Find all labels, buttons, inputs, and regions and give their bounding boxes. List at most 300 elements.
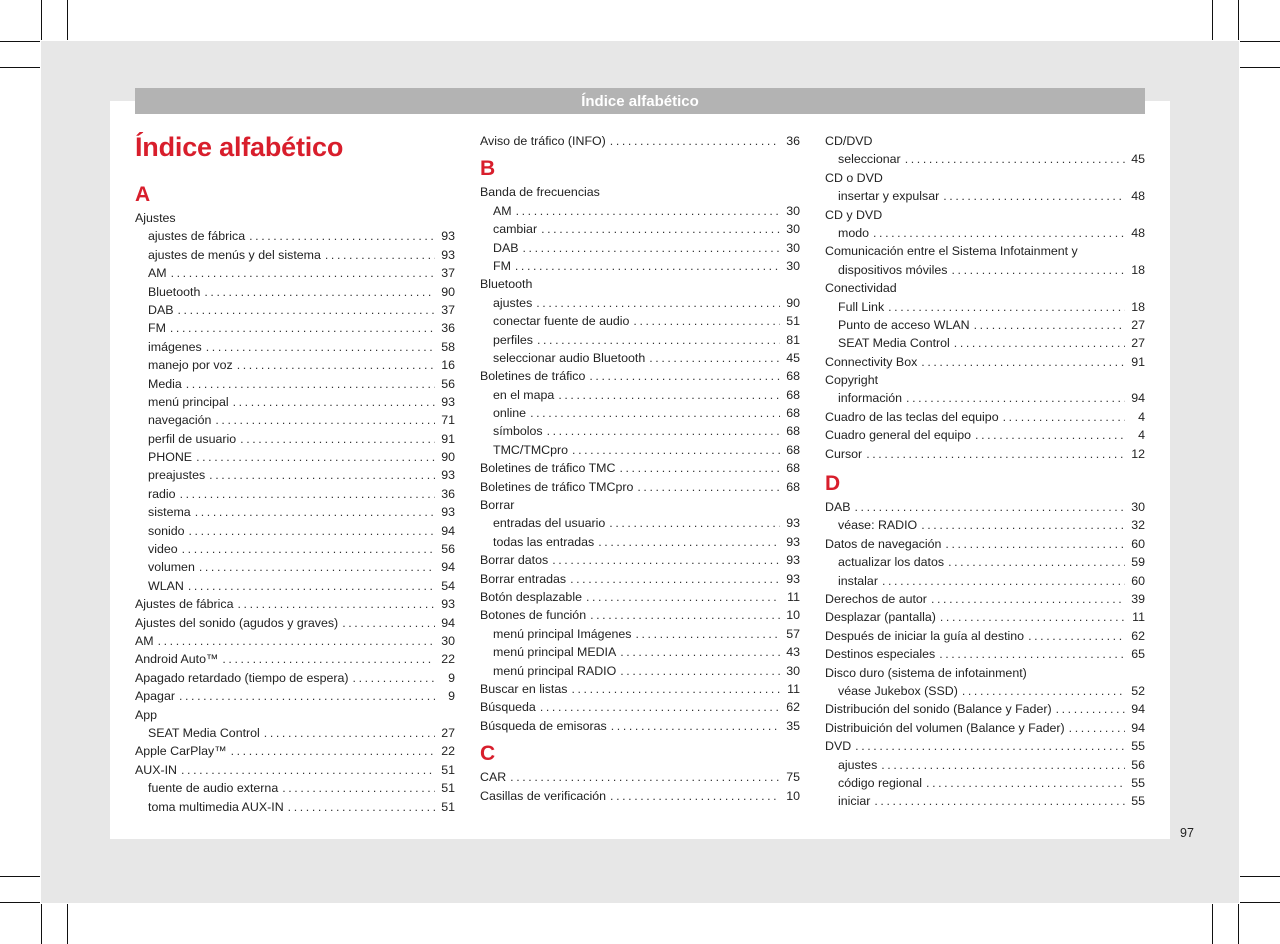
- page-ref: 93: [786, 516, 800, 531]
- dot-leader: [353, 669, 435, 687]
- page-ref: 43: [786, 645, 800, 660]
- dot-leader: [249, 227, 435, 245]
- dot-leader: [179, 687, 435, 705]
- dot-leader: [233, 393, 435, 411]
- index-subentry: [480, 257, 800, 275]
- page-ref: 45: [1131, 152, 1145, 167]
- index-subentry: [480, 202, 800, 220]
- index-term: Disco duro (sistema de infotainment): [825, 665, 1027, 680]
- index-term: SEAT Media Control: [838, 336, 950, 351]
- index-heading: [825, 169, 1145, 187]
- dot-leader: [530, 404, 780, 422]
- index-term: menú principal RADIO: [493, 663, 617, 678]
- index-subentry: [480, 294, 800, 312]
- dot-leader: [939, 645, 1125, 663]
- index-heading: [480, 496, 800, 514]
- index-subentry: [135, 338, 455, 356]
- index-entry: [480, 717, 800, 735]
- page-ref: 36: [441, 486, 455, 501]
- dot-leader: [288, 798, 435, 816]
- index-list: [825, 498, 1145, 811]
- index-subentry: [135, 375, 455, 393]
- dot-leader: [854, 498, 1125, 516]
- page-ref: 55: [1131, 739, 1145, 754]
- index-entry: [825, 627, 1145, 645]
- dot-leader: [547, 422, 780, 440]
- dot-leader: [1056, 700, 1125, 718]
- page-ref: 18: [1131, 262, 1145, 277]
- page-ref: 93: [786, 553, 800, 568]
- index-heading: [825, 242, 1145, 260]
- index-term: véase: RADIO: [838, 518, 918, 533]
- index-subentry: [825, 187, 1145, 205]
- index-list: [480, 132, 800, 150]
- index-heading: [825, 371, 1145, 389]
- index-heading: [825, 279, 1145, 297]
- dot-leader: [516, 202, 780, 220]
- index-heading: [135, 706, 455, 724]
- index-entry: [825, 737, 1145, 755]
- page-ref: 27: [441, 725, 455, 740]
- index-term: perfiles: [493, 332, 533, 347]
- index-term: véase Jukebox (SSD): [838, 683, 958, 698]
- dot-leader: [609, 514, 780, 532]
- dot-leader: [537, 331, 780, 349]
- dot-leader: [325, 246, 435, 264]
- index-entry: [825, 535, 1145, 553]
- dot-leader: [635, 625, 780, 643]
- index-heading: [480, 183, 800, 201]
- index-term: AM: [135, 633, 154, 648]
- index-term: dispositivos móviles: [838, 262, 948, 277]
- index-subentry: [825, 298, 1145, 316]
- page-ref: 27: [1131, 317, 1145, 332]
- dot-leader: [598, 533, 780, 551]
- index-term: ajustes de menús y del sistema: [148, 247, 321, 262]
- page-ref: 93: [441, 505, 455, 520]
- index-subentry: [825, 572, 1145, 590]
- index-subentry: [825, 756, 1145, 774]
- dot-leader: [921, 353, 1125, 371]
- dot-leader: [974, 316, 1125, 334]
- index-subentry: [480, 239, 800, 257]
- page-ref: 51: [441, 799, 455, 814]
- page-ref: 93: [441, 468, 455, 483]
- index-term: Connectivity Box: [825, 354, 918, 369]
- dot-leader: [873, 224, 1125, 242]
- index-term: seleccionar audio Bluetooth: [493, 350, 646, 365]
- index-entry: [135, 687, 455, 705]
- dot-leader: [586, 588, 780, 606]
- index-term: código regional: [838, 775, 923, 790]
- page-ref: 36: [441, 321, 455, 336]
- index-subentry: [135, 522, 455, 540]
- index-term: Después de iniciar la guía al destino: [825, 628, 1025, 643]
- index-term: Comunicación entre el Sistema Infotainment y: [825, 244, 1078, 259]
- index-term: AM: [493, 203, 512, 218]
- index-entry: [480, 367, 800, 385]
- index-subentry: [135, 283, 455, 301]
- page-ref: 59: [1131, 555, 1145, 570]
- index-term: sistema: [148, 505, 191, 520]
- index-subentry: [135, 411, 455, 429]
- page-ref: 91: [441, 431, 455, 446]
- index-entry: [135, 742, 455, 760]
- index-term: radio: [148, 486, 176, 501]
- index-subentry: [825, 150, 1145, 168]
- dot-leader: [882, 572, 1125, 590]
- page-ref: 35: [786, 718, 800, 733]
- index-term: Bluetooth: [480, 277, 533, 292]
- index-term: cambiar: [493, 222, 538, 237]
- index-heading: [825, 664, 1145, 682]
- index-term: PHONE: [148, 450, 193, 465]
- dot-leader: [195, 503, 435, 521]
- page-ref: 30: [1131, 500, 1145, 515]
- index-term: Apple CarPlay™: [135, 744, 227, 759]
- page-ref: 22: [441, 652, 455, 667]
- dot-leader: [238, 595, 436, 613]
- index-term: perfil de usuario: [148, 431, 237, 446]
- page-ref: 4: [1138, 409, 1145, 424]
- crop-mark: [1212, 904, 1213, 944]
- index-entry: [135, 650, 455, 668]
- crop-mark: [1240, 902, 1280, 903]
- index-entry: [480, 459, 800, 477]
- page-ref: 27: [1131, 336, 1145, 351]
- dot-leader: [943, 187, 1125, 205]
- index-term: DVD: [825, 739, 852, 754]
- dot-leader: [264, 724, 435, 742]
- index-subentry: [135, 448, 455, 466]
- dot-leader: [931, 590, 1125, 608]
- page-ref: 94: [441, 523, 455, 538]
- dot-leader: [541, 220, 780, 238]
- index-heading: [825, 132, 1145, 150]
- index-term: FM: [148, 321, 166, 336]
- page-number: 97: [1180, 826, 1194, 840]
- dot-leader: [536, 294, 780, 312]
- index-term: información: [838, 391, 903, 406]
- index-heading: [135, 209, 455, 227]
- index-entry: [480, 478, 800, 496]
- index-term: Desplazar (pantalla): [825, 610, 936, 625]
- index-term: en el mapa: [493, 387, 555, 402]
- index-term: WLAN: [148, 578, 184, 593]
- page-ref: 91: [1131, 354, 1145, 369]
- index-entry: [825, 353, 1145, 371]
- page-ref: 18: [1131, 299, 1145, 314]
- index-entry: [825, 445, 1145, 463]
- crop-mark: [0, 902, 40, 903]
- index-term: CAR: [480, 770, 507, 785]
- page-ref: 37: [441, 302, 455, 317]
- index-subentry: [825, 792, 1145, 810]
- index-subentry: [135, 301, 455, 319]
- index-term: Derechos de autor: [825, 591, 927, 606]
- index-term: instalar: [838, 573, 878, 588]
- crop-mark: [67, 0, 68, 40]
- index-term: Bluetooth: [148, 284, 201, 299]
- dot-leader: [522, 239, 780, 257]
- crop-mark: [41, 0, 42, 40]
- index-term: DAB: [493, 240, 519, 255]
- dot-leader: [1003, 408, 1125, 426]
- index-subentry: [135, 356, 455, 374]
- index-term: fuente de audio externa: [148, 781, 279, 796]
- index-entry: [135, 669, 455, 687]
- index-subentry: [480, 514, 800, 532]
- index-term: conectar fuente de audio: [493, 314, 630, 329]
- index-entry: [480, 606, 800, 624]
- index-term: Destinos especiales: [825, 647, 936, 662]
- index-subentry: [480, 533, 800, 551]
- page-ref: 9: [448, 689, 455, 704]
- index-entry: [825, 408, 1145, 426]
- index-subentry: [825, 334, 1145, 352]
- index-term: Buscar en listas: [480, 681, 568, 696]
- index-subentry: [825, 261, 1145, 279]
- index-column-2: [480, 132, 800, 805]
- page-ref: 56: [441, 376, 455, 391]
- page-ref: 93: [441, 247, 455, 262]
- dot-leader: [940, 608, 1125, 626]
- index-term: Borrar: [480, 498, 515, 513]
- dot-leader: [888, 298, 1125, 316]
- page-ref: 22: [441, 744, 455, 759]
- index-subentry: [825, 224, 1145, 242]
- page-ref: 68: [786, 369, 800, 384]
- page-ref: 37: [441, 266, 455, 281]
- page-ref: 68: [786, 442, 800, 457]
- page-ref: 30: [786, 203, 800, 218]
- index-term: Borrar entradas: [480, 571, 567, 586]
- page-ref: 68: [786, 461, 800, 476]
- index-subentry: [480, 625, 800, 643]
- index-entry: [135, 614, 455, 632]
- dot-leader: [342, 614, 435, 632]
- dot-leader: [975, 426, 1125, 444]
- page-ref: 93: [786, 571, 800, 586]
- page-ref: 68: [786, 406, 800, 421]
- dot-leader: [619, 459, 780, 477]
- index-term: menú principal Imágenes: [493, 626, 632, 641]
- index-term: ajustes de fábrica: [148, 229, 246, 244]
- dot-leader: [954, 334, 1125, 352]
- dot-leader: [540, 698, 780, 716]
- section-letter-d: D: [825, 472, 841, 496]
- index-term: AM: [148, 266, 167, 281]
- index-entry: [480, 787, 800, 805]
- index-term: símbolos: [493, 424, 543, 439]
- dot-leader: [515, 257, 780, 275]
- index-term: entradas del usuario: [493, 516, 606, 531]
- page-ref: 57: [786, 626, 800, 641]
- dot-leader: [572, 441, 780, 459]
- index-subentry: [825, 682, 1145, 700]
- page-ref: 90: [441, 450, 455, 465]
- dot-leader: [177, 301, 435, 319]
- index-term: Punto de acceso WLAN: [838, 317, 970, 332]
- index-list: [480, 768, 800, 805]
- index-entry: [825, 700, 1145, 718]
- dot-leader: [206, 338, 435, 356]
- page-ref: 45: [786, 350, 800, 365]
- index-subentry: [825, 553, 1145, 571]
- index-term: video: [148, 542, 178, 557]
- dot-leader: [610, 132, 780, 150]
- dot-leader: [570, 570, 780, 588]
- index-term: Apagado retardado (tiempo de espera): [135, 670, 349, 685]
- dot-leader: [962, 682, 1125, 700]
- dot-leader: [905, 150, 1125, 168]
- index-term: seleccionar: [838, 152, 901, 167]
- page-ref: 94: [441, 615, 455, 630]
- page-ref: 94: [1131, 702, 1145, 717]
- index-entry: [825, 590, 1145, 608]
- page-ref: 60: [1131, 573, 1145, 588]
- index-entry: [480, 680, 800, 698]
- page-ref: 65: [1131, 647, 1145, 662]
- index-column-3: [825, 132, 1145, 811]
- index-subentry: [135, 577, 455, 595]
- index-entry: [480, 588, 800, 606]
- index-subentry: [480, 331, 800, 349]
- dot-leader: [637, 478, 780, 496]
- dot-leader: [590, 606, 780, 624]
- index-term: ajustes: [493, 295, 533, 310]
- index-term: CD o DVD: [825, 170, 883, 185]
- dot-leader: [186, 375, 435, 393]
- index-term: Datos de navegación: [825, 536, 942, 551]
- page-ref: 54: [441, 578, 455, 593]
- index-term: Conectividad: [825, 281, 897, 296]
- index-heading: [825, 206, 1145, 224]
- index-entry: [480, 132, 800, 150]
- index-term: menú principal MEDIA: [493, 645, 617, 660]
- section-letter-a: A: [135, 183, 151, 206]
- index-subentry: [135, 503, 455, 521]
- index-subentry: [480, 662, 800, 680]
- index-term: Media: [148, 376, 182, 391]
- index-list: [480, 183, 800, 735]
- page-ref: 62: [1131, 628, 1145, 643]
- index-term: Distribución del sonido (Balance y Fader): [825, 702, 1052, 717]
- page-ref: 94: [441, 560, 455, 575]
- index-term: Ajustes del sonido (agudos y graves): [135, 615, 339, 630]
- index-subentry: [480, 643, 800, 661]
- crop-mark: [0, 67, 40, 68]
- index-term: Búsqueda: [480, 700, 536, 715]
- index-entry: [480, 551, 800, 569]
- index-subentry: [825, 774, 1145, 792]
- index-term: preajustes: [148, 468, 206, 483]
- dot-leader: [189, 522, 435, 540]
- index-term: Full Link: [838, 299, 885, 314]
- page-ref: 51: [441, 781, 455, 796]
- index-term: Búsqueda de emisoras: [480, 718, 607, 733]
- dot-leader: [188, 577, 435, 595]
- page-ref: 71: [441, 413, 455, 428]
- dot-leader: [906, 389, 1125, 407]
- page-ref: 58: [441, 339, 455, 354]
- index-entry: [825, 645, 1145, 663]
- page-ref: 30: [786, 222, 800, 237]
- dot-leader: [237, 356, 435, 374]
- index-term: CD/DVD: [825, 134, 873, 148]
- dot-leader: [215, 411, 435, 429]
- index-term: FM: [493, 258, 511, 273]
- page-ref: 60: [1131, 536, 1145, 551]
- index-term: Distribuición del volumen (Balance y Fader): [825, 720, 1065, 735]
- page-ref: 55: [1131, 794, 1145, 809]
- index-subentry: [480, 441, 800, 459]
- index-entry: [480, 570, 800, 588]
- page-ref: 90: [786, 295, 800, 310]
- page-ref: 56: [441, 542, 455, 557]
- index-subentry: [135, 393, 455, 411]
- index-subentry: [135, 430, 455, 448]
- page-ref: 68: [786, 479, 800, 494]
- page-title: Índice alfabético: [135, 132, 344, 162]
- index-term: Boletines de tráfico TMC: [480, 461, 616, 476]
- index-term: SEAT Media Control: [148, 725, 260, 740]
- crop-mark: [1238, 904, 1239, 944]
- page-ref: 36: [786, 134, 800, 148]
- index-term: toma multimedia AUX-IN: [148, 799, 284, 814]
- page-ref: 11: [787, 681, 800, 696]
- header-bar: Índice alfabético: [135, 88, 1145, 114]
- crop-mark: [1240, 876, 1280, 877]
- dot-leader: [170, 319, 435, 337]
- index-term: Android Auto™: [135, 652, 219, 667]
- section-letter-b: B: [480, 157, 496, 181]
- index-term: Cuadro general del equipo: [825, 428, 972, 443]
- index-entry: [480, 768, 800, 786]
- index-term: Boletines de tráfico TMCpro: [480, 479, 634, 494]
- dot-leader: [510, 768, 780, 786]
- index-subentry: [825, 389, 1145, 407]
- index-term: Ajustes: [135, 211, 176, 225]
- index-term: Ajustes de fábrica: [135, 597, 234, 612]
- dot-leader: [921, 516, 1125, 534]
- dot-leader: [589, 367, 780, 385]
- page-ref: 11: [787, 589, 800, 604]
- index-term: iniciar: [838, 794, 871, 809]
- dot-leader: [204, 283, 435, 301]
- index-column-1: [135, 181, 455, 816]
- index-term: online: [493, 406, 527, 421]
- page-ref: 12: [1131, 446, 1145, 461]
- page-ref: 30: [786, 258, 800, 273]
- index-term: imágenes: [148, 339, 202, 354]
- crop-mark: [1212, 0, 1213, 40]
- dot-leader: [180, 485, 435, 503]
- index-subentry: [135, 558, 455, 576]
- page-ref: 39: [1131, 591, 1145, 606]
- dot-leader: [610, 787, 780, 805]
- index-subentry: [480, 349, 800, 367]
- dot-leader: [866, 445, 1125, 463]
- page-ref: 62: [786, 700, 800, 715]
- page-ref: 56: [1131, 757, 1145, 772]
- dot-leader: [199, 558, 435, 576]
- crop-mark: [1238, 0, 1239, 40]
- index-subentry: [135, 724, 455, 742]
- page-ref: 48: [1131, 225, 1145, 240]
- dot-leader: [633, 312, 780, 330]
- dot-leader: [552, 551, 780, 569]
